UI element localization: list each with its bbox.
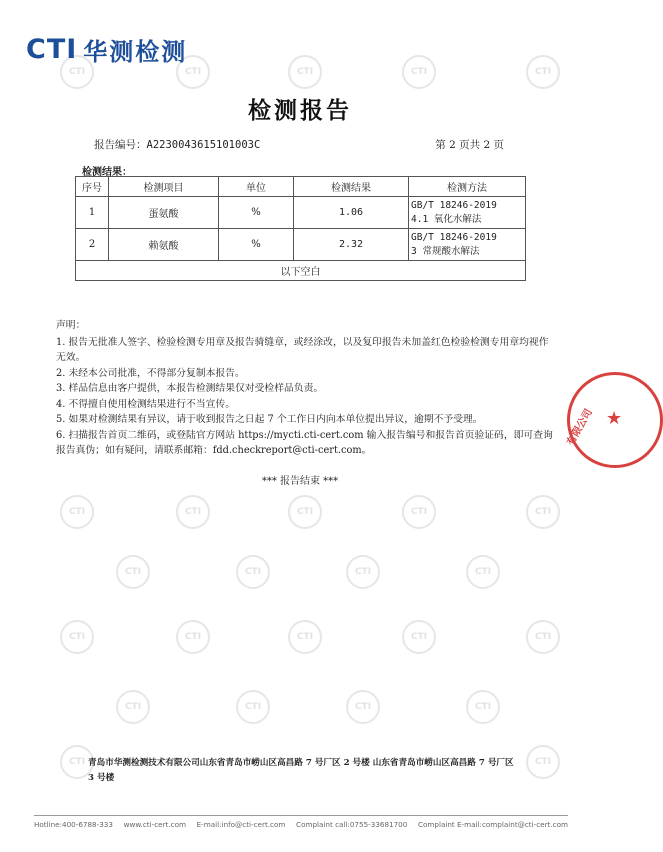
watermark-logo: CTI: [60, 55, 94, 89]
watermark-logo: CTI: [176, 620, 210, 654]
declaration-item: 5. 如果对检测结果有异议，请于收到报告之日起 7 个工作日内向本单位提出异议，逾期不予受理。: [56, 414, 483, 425]
results-section-label: 检测结果：: [82, 167, 132, 178]
report-number-value: A2230043615101003C: [146, 139, 261, 151]
method-standard: GB/T 18246-2019: [411, 231, 497, 243]
watermark-logo: CTI: [116, 555, 150, 589]
watermark-logo: CTI: [176, 55, 210, 89]
report-number-label: 报告编号：: [94, 139, 147, 151]
company-address: 青岛市华测检测技术有限公司山东省青岛市崂山区高昌路 7 号厂区 2 号楼 山东省青岛市崂山区高昌路 7 号厂区 3 号楼: [88, 758, 514, 783]
official-seal-stamp: [567, 372, 663, 468]
seal-star-icon: ★: [606, 408, 623, 429]
cell-item: 蛋氨酸: [109, 197, 219, 229]
cell-value: 2.32: [294, 229, 409, 261]
table-row: [76, 229, 526, 261]
cell-index: 1: [76, 197, 109, 229]
watermark-logo: CTI: [346, 690, 380, 724]
logo-latin-text: CTI: [26, 34, 78, 65]
footer-divider: [34, 815, 568, 816]
declaration-heading: 声明：: [56, 320, 86, 331]
page-info: 第 2 页共 2 页: [435, 139, 504, 151]
watermark-logo: CTI: [526, 495, 560, 529]
method-standard: GB/T 18246-2019: [411, 199, 497, 211]
cell-unit: %: [219, 229, 294, 261]
footer-hotline: Hotline:400-6788-333: [34, 820, 113, 829]
watermark-logo: CTI: [60, 620, 94, 654]
column-header-index: 序号: [76, 177, 109, 197]
watermark-logo: CTI: [60, 745, 94, 779]
report-end-mark: *** 报告结束 ***: [261, 476, 339, 487]
results-table: [75, 176, 526, 281]
watermark-logo: CTI: [176, 495, 210, 529]
watermark-logo: CTI: [346, 555, 380, 589]
cell-item: 赖氨酸: [109, 229, 219, 261]
watermark-logo: CTI: [526, 745, 560, 779]
table-row: [76, 197, 526, 229]
footer-website: www.cti-cert.com: [123, 820, 186, 829]
watermark-logo: CTI: [402, 495, 436, 529]
method-name: 3 常规酸水解法: [411, 245, 480, 257]
watermark-logo: CTI: [236, 555, 270, 589]
blank-note-row: [76, 261, 526, 281]
column-header-result: 检测结果: [294, 177, 409, 197]
footer: [34, 820, 568, 829]
table-header-row: [76, 177, 526, 197]
watermark-logo: CTI: [402, 620, 436, 654]
watermark-logo: CTI: [526, 55, 560, 89]
logo-chinese-text: 华测检测: [83, 38, 188, 66]
blank-note: 以下空白: [76, 261, 526, 281]
seal-text: 有限公司: [565, 407, 595, 448]
declaration-item: 1. 报告无批准人签字、检验检测专用章及报告骑缝章，或经涂改，以及复印报告未加盖红色检验检测专用章均视作无效。: [56, 336, 549, 363]
watermark-logo: CTI: [466, 555, 500, 589]
declaration-item: 3. 样品信息由客户提供，本报告检测结果仅对受检样品负责。: [56, 383, 324, 394]
declaration-item: 6. 扫描报告首页二维码，或登陆官方网站 https://mycti.cti-cert.com 输入报告编号和报告首页验证码，即可查询报告真伪；如有疑问，请联系邮箱：fdd.checkreport@cti-cert.com。: [56, 429, 553, 456]
column-header-item: 检测项目: [109, 177, 219, 197]
cell-value: 1.06: [294, 197, 409, 229]
watermark-logo: CTI: [288, 55, 322, 89]
report-title: 检测报告: [248, 97, 352, 124]
cell-method: [409, 197, 526, 229]
watermark-logo: CTI: [288, 495, 322, 529]
cell-method: [409, 229, 526, 261]
watermark-logo: CTI: [466, 690, 500, 724]
cell-index: 2: [76, 229, 109, 261]
footer-complaint-email: Complaint E-mail:complaint@cti-cert.com: [417, 820, 568, 829]
watermark-logo: CTI: [236, 690, 270, 724]
watermark-logo: CTI: [526, 620, 560, 654]
report-number: [94, 137, 260, 152]
footer-complaint-call: Complaint call:0755-33681700: [296, 820, 408, 829]
cell-unit: %: [219, 197, 294, 229]
watermark-logo: CTI: [60, 495, 94, 529]
company-logo: [26, 32, 187, 67]
declaration-item: 4. 不得擅自使用检测结果进行不当宣传。: [56, 398, 236, 410]
method-name: 4.1 氧化水解法: [411, 213, 482, 225]
watermark-logo: CTI: [402, 55, 436, 89]
declaration-block: [56, 318, 556, 459]
declaration-item: 2. 未经本公司批准，不得部分复制本报告。: [56, 367, 245, 379]
watermark-logo: CTI: [288, 620, 322, 654]
column-header-method: 检测方法: [409, 177, 526, 197]
declaration-list: [56, 335, 556, 459]
footer-email: E-mail:info@cti-cert.com: [196, 820, 286, 829]
column-header-unit: 单位: [219, 177, 294, 197]
watermark-logo: CTI: [116, 690, 150, 724]
